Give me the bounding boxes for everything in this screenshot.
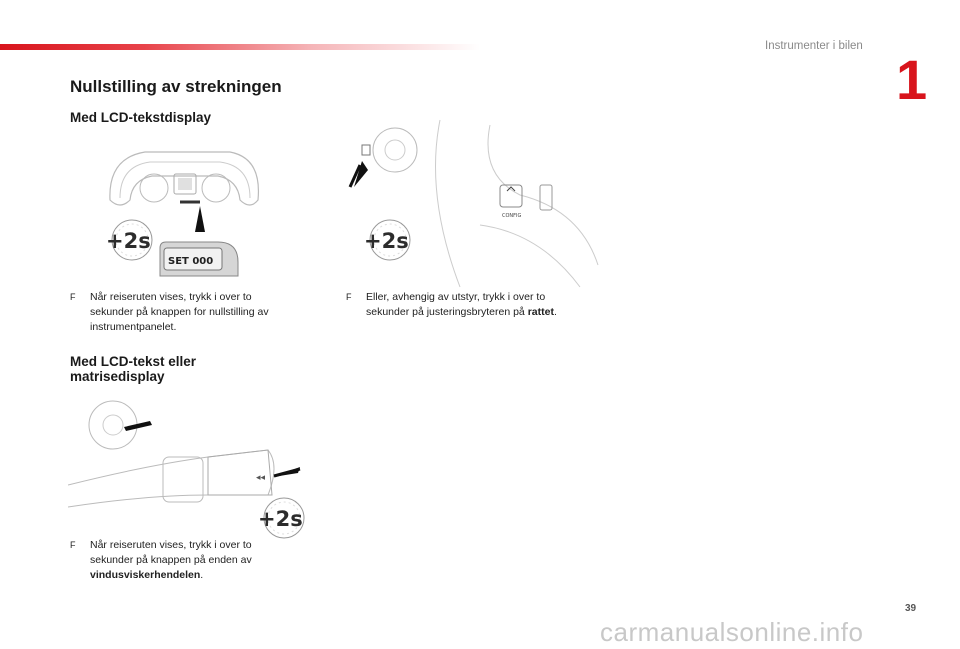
bullet-text-line: instrumentpanelet. xyxy=(90,321,177,333)
config-label: CONFIG xyxy=(502,213,522,219)
bullet-text-line: sekunder på knappen for nullstilling av xyxy=(90,306,269,318)
page-number: 39 xyxy=(905,603,917,614)
bullet-text-line: sekunder på justeringsbryteren på xyxy=(366,306,528,318)
bullet-marker: F xyxy=(70,540,76,550)
subsection-title-line: matrisedisplay xyxy=(70,369,165,384)
bullet-reset-button xyxy=(70,290,330,340)
svg-text:◂◂: ◂◂ xyxy=(256,473,266,483)
press-2s-label: +2s xyxy=(364,229,409,253)
bullet-bold-term: vindusviskerhendelen xyxy=(90,569,201,581)
chapter-number: 1 xyxy=(896,48,928,111)
bullet-text-line: Eller, avhengig av utstyr, trykk i over to xyxy=(366,291,546,303)
bullet-text-end: . xyxy=(553,306,557,318)
subsection-title-matrix xyxy=(70,354,196,384)
bullet-text-line: Når reiseruten vises, trykk i over to xyxy=(90,539,252,551)
press-2s-label: +2s xyxy=(258,507,303,531)
bullet-bold-term: rattet xyxy=(527,306,554,318)
watermark: carmanualsonline.info xyxy=(600,617,864,647)
bullet-marker: F xyxy=(70,292,76,302)
press-2s-icon xyxy=(106,218,154,267)
header-accent-bar xyxy=(0,44,480,50)
subsection-title-line: Med LCD-tekst eller xyxy=(70,354,197,369)
bullet-steering-switch xyxy=(346,290,626,325)
chapter-title: Instrumenter i bilen xyxy=(765,40,863,52)
subsection-title-lcd-text: Med LCD-tekstdisplay xyxy=(70,110,212,125)
press-2s-icon xyxy=(364,218,412,267)
bullet-text-line: sekunder på knappen på enden av xyxy=(90,554,252,566)
set-display-text: SET 000 xyxy=(168,256,214,267)
press-2s-label: +2s xyxy=(106,229,151,253)
bullet-marker: F xyxy=(346,292,352,302)
section-title: Nullstilling av strekningen xyxy=(70,77,282,96)
bullet-text-end: . xyxy=(200,569,204,581)
set-display-panel xyxy=(158,240,240,283)
bullet-text-line: Når reiseruten vises, trykk i over to xyxy=(90,291,252,303)
bullet-wiper-stalk xyxy=(70,538,330,588)
